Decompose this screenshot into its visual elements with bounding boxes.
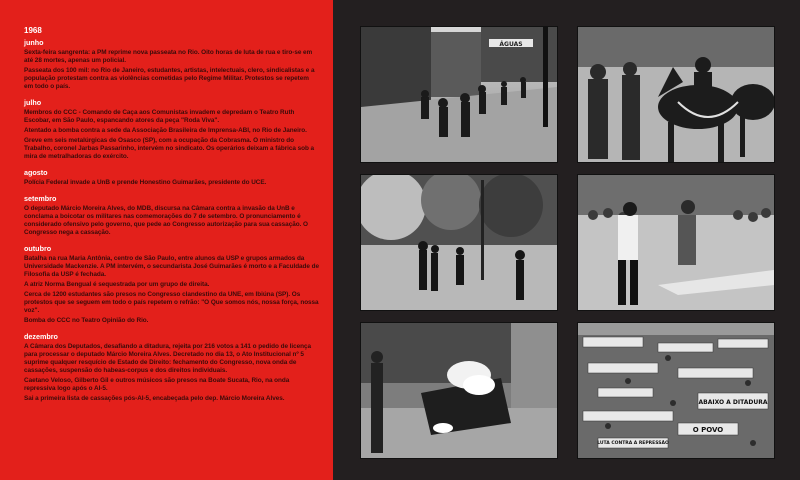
- month-heading: agosto: [24, 168, 48, 177]
- timeline-paragraph: O deputado Márcio Moreira Alves, do MDB, discursa na Câmara contra a invasão da UnB e conclama a boicotar os militares nas comemorações do 7 de setembro. O pronunciamento é considerado ofensivo pelo governo, que pede ao Congresso autorização para sua cassação. O Congresso nega a cassação.: [24, 205, 308, 236]
- month-heading: junho: [24, 38, 44, 47]
- timeline-paragraph: A Câmara dos Deputados, desafiando a ditadura, rejeita por 216 votos a 141 o pedido de licença para processar o deputado Márcio Moreira Alves. Decretado no dia 13, o Ato Institucional nº 5 suprime qualquer resquício de Estado de Direito: fechamento do Congresso, nova onda de cassações, suspensão do habeas-corpus e dos direitos individuais.: [24, 343, 311, 374]
- timeline-paragraph: Sexta-feira sangrenta: a PM reprime nova passeata no Rio. Oito horas de luta de rua e tiro-se em até 28 mortes, apenas um policial.: [24, 49, 313, 64]
- timeline-paragraph: A atriz Norma Bengual é sequestrada por um grupo de direita.: [24, 281, 210, 288]
- timeline-paragraph: Atentado a bomba contra a sede da Associação Brasileira de Imprensa-ABI, no Rio de Janeiro.: [24, 127, 307, 134]
- photo-protester-police: [577, 174, 775, 311]
- photo-cavalry: [577, 26, 775, 163]
- banner-text-2: O POVO: [692, 426, 724, 434]
- timeline-paragraph: Sai a primeira lista de cassações pós-AI-5, encabeçada pelo dep. Márcio Moreira Alves.: [24, 395, 285, 402]
- timeline-paragraph: Caetano Veloso, Gilberto Gil e outros músicos são presos na Boate Sucata, Rio, na onda repressiva logo após o AI-5.: [24, 377, 290, 392]
- timeline-sections: [24, 38, 319, 403]
- photo-street-fight: [360, 174, 558, 311]
- photo-sign-text: ÁGUAS: [499, 41, 523, 48]
- timeline-paragraph: Greve em seis metalúrgicas de Osasco (SP), com a ocupação da Cobrasma. O ministro do Trabalho, coronel Jarbas Passarinho, intervém no sindicato. Os operários deixam a fábrica sob a mira de metralhadoras do exército.: [24, 137, 315, 160]
- photo-police-street: [360, 26, 558, 163]
- timeline-paragraph: Batalha na rua Maria Antônia, centro de São Paulo, entre alunos da USP e grupos armados da Universidade Mackenzie. A PM intervém, o secundarista José Guimarães é morto e a Faculdade de Filosofia da USP é fechada.: [24, 255, 319, 278]
- timeline-year: 1968: [24, 26, 42, 35]
- timeline-paragraph: Passeata dos 100 mil: no Rio de Janeiro, estudantes, artistas, intelectuais, clero, sindicalistas e a população protestam contra as violências cometidas pelo Regime Militar. Protestos se repetem em todo o país.: [24, 67, 315, 90]
- timeline-paragraph: Bomba do CCC no Teatro Opinião do Rio.: [24, 317, 149, 324]
- timeline-panel: [0, 0, 333, 480]
- banner-text-3: LUTA CONTRA A REPRESSÃO: [597, 441, 669, 446]
- timeline-paragraph: Membros do CCC - Comando de Caça aos Comunistas invadem e depredam o Teatro Ruth Escobar, em São Paulo, espancando atores da peça "Roda Viva".: [24, 109, 295, 124]
- photo-gallery: [333, 0, 800, 480]
- timeline-paragraph: Cerca de 1200 estudantes são presos no Congresso clandestino da UNE, em Ibiúna (SP). Os protestos que se seguem em todo o país repetem o refrão: "O Que somos nós, nossa força, nossa voz".: [24, 291, 319, 314]
- month-heading: dezembro: [24, 332, 58, 341]
- month-heading: julho: [24, 98, 42, 107]
- timeline-paragraph: Polícia Federal invade a UnB e prende Honestino Guimarães, presidente do UCE.: [24, 179, 267, 186]
- photo-crowd-banners: [577, 322, 775, 459]
- month-heading: setembro: [24, 194, 57, 203]
- photo-burning-car: [360, 322, 558, 459]
- banner-text-1: ABAIXO A DITADURA: [698, 399, 768, 406]
- month-heading: outubro: [24, 244, 52, 253]
